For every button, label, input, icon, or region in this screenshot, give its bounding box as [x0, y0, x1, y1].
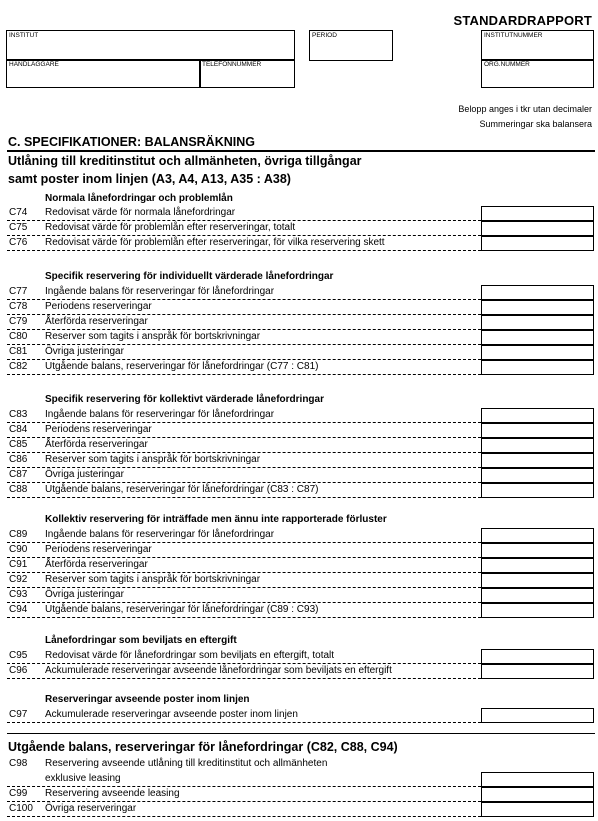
row-code: C98 [9, 758, 28, 769]
form-row-c86 [0, 453, 598, 468]
amount-input[interactable] [481, 664, 594, 679]
row-code: C77 [9, 286, 28, 297]
row-code: C92 [9, 574, 28, 585]
row-code: C93 [9, 589, 28, 600]
form-row-c80 [0, 330, 598, 345]
row-label: Reserver som tagits i anspråk för bortskrivningar [45, 454, 261, 465]
row-code: C82 [9, 361, 28, 372]
row-code: C75 [9, 222, 28, 233]
amount-input[interactable] [481, 573, 594, 588]
amount-input[interactable] [481, 360, 594, 375]
form-row-c76 [0, 236, 598, 251]
orgnummer-label: ORG.NUMMER [484, 61, 530, 68]
amount-input[interactable] [481, 468, 594, 483]
report-title: STANDARDRAPPORT [453, 13, 592, 28]
row-label: Redovisat värde för problemlån efter reserveringar, totalt [45, 222, 296, 233]
amount-input[interactable] [481, 206, 594, 221]
form-row-c74 [0, 206, 598, 221]
group-title: Lånefordringar som beviljats en eftergift [45, 635, 237, 646]
row-label: Reservering avseende leasing [45, 788, 180, 799]
telefonnummer-label: TELEFONNUMMER [202, 61, 262, 68]
row-code: C87 [9, 469, 28, 480]
row-label: Övriga justeringar [45, 589, 124, 600]
row-dashed-line [7, 250, 481, 251]
row-code: C94 [9, 604, 28, 615]
row-code: C79 [9, 316, 28, 327]
institutnummer-field[interactable] [481, 30, 594, 61]
row-code: C84 [9, 424, 28, 435]
row-code: C85 [9, 439, 28, 450]
row-label: Redovisat värde för problemlån efter reserveringar, för vilka reservering skett [45, 237, 385, 248]
row-code: C97 [9, 709, 28, 720]
form-row-c75 [0, 221, 598, 236]
amount-input[interactable] [481, 772, 594, 787]
amount-input[interactable] [481, 453, 594, 468]
amount-input[interactable] [481, 236, 594, 251]
row-code: C80 [9, 331, 28, 342]
amount-input[interactable] [481, 221, 594, 236]
row-code: C95 [9, 650, 28, 661]
row-label-continued: exklusive leasing [45, 773, 121, 784]
row-label: Återförda reserveringar [45, 439, 148, 450]
row-label: Utgående balans, reserveringar för lånefordringar (C77 : C81) [45, 361, 319, 372]
row-label: Reserver som tagits i anspråk för bortskrivningar [45, 574, 261, 585]
form-row-c91 [0, 558, 598, 573]
form-row-c83 [0, 408, 598, 423]
form-row-c99 [0, 787, 598, 802]
amount-input[interactable] [481, 345, 594, 360]
form-row-c79 [0, 315, 598, 330]
form-row-c84 [0, 423, 598, 438]
row-label: Återförda reserveringar [45, 559, 148, 570]
row-label: Ingående balans för reserveringar för lånefordringar [45, 286, 275, 297]
row-label: Övriga justeringar [45, 469, 124, 480]
row-label: Övriga justeringar [45, 346, 124, 357]
form-row-c95 [0, 649, 598, 664]
row-label: Periodens reserveringar [45, 424, 152, 435]
row-code: C78 [9, 301, 28, 312]
row-dashed-line [7, 678, 481, 679]
amount-input[interactable] [481, 787, 594, 802]
institut-field[interactable] [6, 30, 295, 61]
main-heading-line1: Utlåning till kreditinstitut och allmänheten, övriga tillgångar [8, 154, 362, 168]
row-code: C89 [9, 529, 28, 540]
amount-input[interactable] [481, 802, 594, 817]
row-code: C91 [9, 559, 28, 570]
row-code: C86 [9, 454, 28, 465]
institutnummer-label: INSTITUTNUMMER [484, 32, 543, 39]
period-field[interactable] [309, 30, 393, 61]
amount-input[interactable] [481, 558, 594, 573]
form-row-c92 [0, 573, 598, 588]
amount-note: Belopp anges i tkr utan decimaler [458, 104, 592, 114]
row-dashed-line [7, 722, 481, 723]
row-code: C90 [9, 544, 28, 555]
group-title: Reserveringar avseende poster inom linjen [45, 694, 250, 705]
row-dashed-line [7, 497, 481, 498]
amount-input[interactable] [481, 603, 594, 618]
form-row-c77 [0, 285, 598, 300]
row-label: Ingående balans för reserveringar för lånefordringar [45, 409, 275, 420]
amount-input[interactable] [481, 423, 594, 438]
row-label: Utgående balans, reserveringar för lånefordringar (C89 : C93) [45, 604, 319, 615]
row-dashed-line [7, 617, 481, 618]
form-row-c100 [0, 802, 598, 817]
row-code: C88 [9, 484, 28, 495]
row-code: C83 [9, 409, 28, 420]
handlaggare-field[interactable] [6, 59, 201, 88]
form-row-c93 [0, 588, 598, 603]
amount-input[interactable] [481, 315, 594, 330]
row-label: Utgående balans, reserveringar för lånefordringar (C83 : C87) [45, 484, 319, 495]
group-title: Kollektiv reservering för inträffade men ännu inte rapporterade förluster [45, 514, 387, 525]
group-title: Specifik reservering för individuellt värderade lånefordringar [45, 271, 334, 282]
amount-input[interactable] [481, 528, 594, 543]
period-label: PERIOD [312, 32, 337, 39]
row-code: C100 [9, 803, 33, 814]
balance-note: Summeringar ska balansera [479, 119, 592, 129]
amount-input[interactable] [481, 588, 594, 603]
final-heading: Utgående balans, reserveringar för lånefordringar (C82, C88, C94) [8, 740, 398, 754]
amount-input[interactable] [481, 483, 594, 498]
amount-input[interactable] [481, 300, 594, 315]
section-title: C. SPECIFIKATIONER: BALANSRÄKNING [8, 135, 255, 149]
row-label: Redovisat värde för lånefordringar som beviljats en eftergift, totalt [45, 650, 335, 661]
group-title: Normala lånefordringar och problemlån [45, 193, 233, 204]
form-row-c87 [0, 468, 598, 483]
amount-input[interactable] [481, 408, 594, 423]
form-row-c85 [0, 438, 598, 453]
row-label: Periodens reserveringar [45, 301, 152, 312]
amount-input[interactable] [481, 330, 594, 345]
row-label: Övriga reserveringar [45, 803, 137, 814]
amount-input[interactable] [481, 708, 594, 723]
main-heading-line2: samt poster inom linjen (A3, A4, A13, A35 : A38) [8, 172, 291, 186]
amount-input[interactable] [481, 543, 594, 558]
row-code: C81 [9, 346, 28, 357]
row-label: Ackumulerade reserveringar avseende poster inom linjen [45, 709, 298, 720]
row-code: C96 [9, 665, 28, 676]
telefonnummer-field[interactable] [199, 59, 295, 88]
row-label: Återförda reserveringar [45, 316, 148, 327]
form-row-c97 [0, 708, 598, 723]
form-row-c98 [0, 757, 598, 787]
institut-label: INSTITUT [9, 32, 39, 39]
form-row-c94 [0, 603, 598, 618]
amount-input[interactable] [481, 285, 594, 300]
amount-input[interactable] [481, 649, 594, 664]
row-label: Ingående balans för reserveringar för lånefordringar [45, 529, 275, 540]
row-code: C74 [9, 207, 28, 218]
form-row-c89 [0, 528, 598, 543]
group-title: Specifik reservering för kollektivt värderade lånefordringar [45, 394, 324, 405]
row-label: Periodens reserveringar [45, 544, 152, 555]
handlaggare-label: HANDLÄGGARE [9, 61, 59, 68]
row-label: Reservering avseende utlåning till kreditinstitut och allmänheten [45, 758, 328, 769]
row-label: Redovisat värde för normala lånefordringar [45, 207, 236, 218]
form-row-c90 [0, 543, 598, 558]
row-dashed-line [7, 816, 481, 817]
row-label: Reserver som tagits i anspråk för bortskrivningar [45, 331, 261, 342]
row-code: C76 [9, 237, 28, 248]
form-row-c81 [0, 345, 598, 360]
orgnummer-field[interactable] [481, 59, 594, 88]
row-dashed-line [7, 374, 481, 375]
form-row-c82 [0, 360, 598, 375]
row-label: Ackumulerade reserveringar avseende lånefordringar som beviljats en eftergift [45, 665, 392, 676]
row-code: C99 [9, 788, 28, 799]
amount-input[interactable] [481, 438, 594, 453]
form-row-c78 [0, 300, 598, 315]
form-row-c96 [0, 664, 598, 679]
form-row-c88 [0, 483, 598, 498]
final-divider [7, 733, 595, 734]
